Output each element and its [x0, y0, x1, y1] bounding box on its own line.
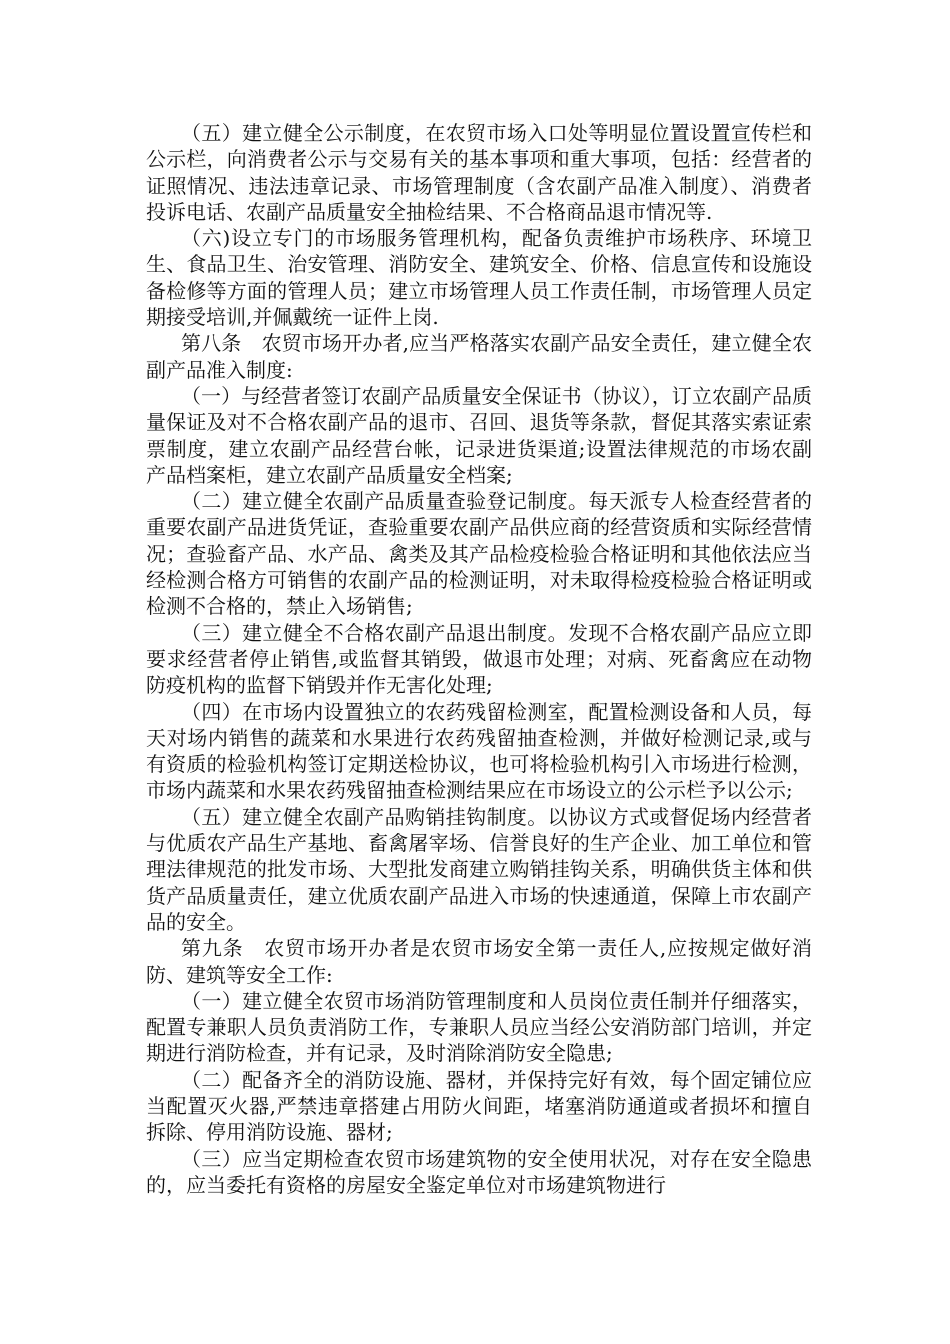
paragraph-article9-item1: （一）建立健全农贸市场消防管理制度和人员岗位责任制并仔细落实，配置专兼职人员负责消防工作，专兼职人员应当经公安消防部门培训，并定期进行消防检查，并有记录，及时消除消防安全隐患;: [146, 988, 812, 1066]
paragraph-article8-item1: （一）与经营者签订农副产品质量安全保证书（协议），订立农副产品质量保证及对不合格农副产品的退市、召回、退货等条款，督促其落实索证索票制度，建立农副产品经营台帐，记录进货渠道;设置法律规范的市场农副产品档案柜，建立农副产品质量安全档案;: [146, 383, 812, 487]
paragraph-six-management: （六)设立专门的市场服务管理机构，配备负责维护市场秩序、环境卫生、食品卫生、治安管理、消防安全、建筑安全、价格、信息宣传和设施设备检修等方面的管理人员；建立市场管理人员工作责任制，市场管理人员定期接受培训,并佩戴统一证件上岗.: [146, 226, 812, 330]
paragraph-article9-item2: （二）配备齐全的消防设施、器材，并保持完好有效，每个固定铺位应当配置灭火器,严禁违章搭建占用防火间距，堵塞消防通道或者损坏和擅自拆除、停用消防设施、器材;: [146, 1067, 812, 1145]
paragraph-five-publicity: （五）建立健全公示制度，在农贸市场入口处等明显位置设置宣传栏和公示栏，向消费者公示与交易有关的基本事项和重大事项，包括：经营者的证照情况、违法违章记录、市场管理制度（含农副产品准入制度）、消费者投诉电话、农副产品质量安全抽检结果、不合格商品退市情况等.: [146, 121, 812, 224]
paragraph-article8-item5: （五）建立健全农副产品购销挂钩制度。以协议方式或督促场内经营者与优质农产品生产基地、畜禽屠宰场、信誉良好的生产企业、加工单位和管理法律规范的批发市场、大型批发商建立购销挂钩关系，明确供货主体和供货产品质量责任，建立优质农副产品进入市场的快速通道，保障上市农副产品的安全。: [146, 804, 812, 934]
paragraph-article9-item3: （三）应当定期检查农贸市场建筑物的安全使用状况，对存在安全隐患的，应当委托有资格的房屋安全鉴定单位对市场建筑物进行: [146, 1146, 812, 1197]
paragraph-article8-item4: （四）在市场内设置独立的农药残留检测室，配置检测设备和人员，每天对场内销售的蔬菜和水果进行农药残留抽查检测，并做好检测记录,或与有资质的检验机构签订定期送检协议，也可将检验机构引入市场进行检测，市场内蔬菜和水果农药残留抽查检测结果应在市场设立的公示栏予以公示;: [146, 699, 812, 803]
article-nine-heading: 第九条 农贸市场开办者是农贸市场安全第一责任人,应按规定做好消防、建筑等安全工作:: [146, 936, 812, 987]
paragraph-article8-item3: （三）建立健全不合格农副产品退出制度。发现不合格农副产品应立即要求经营者停止销售,或监督其销毁，做退市处理；对病、死畜禽应在动物防疫机构的监督下销毁并作无害化处理;: [146, 620, 812, 698]
document-body: [146, 120, 812, 1198]
paragraph-article8-item2: （二）建立健全农副产品质量查验登记制度。每天派专人检查经营者的重要农副产品进货凭证，查验重要农副产品供应商的经营资质和实际经营情况；查验畜产品、水产品、禽类及其产品检疫检验合格证明和其他依法应当经检测合格方可销售的农副产品的检测证明，对未取得检疫检验合格证明或检测不合格的，禁止入场销售;: [146, 489, 812, 619]
article-eight-heading: 第八条 农贸市场开办者,应当严格落实农副产品安全责任，建立健全农副产品准入制度:: [146, 331, 812, 382]
